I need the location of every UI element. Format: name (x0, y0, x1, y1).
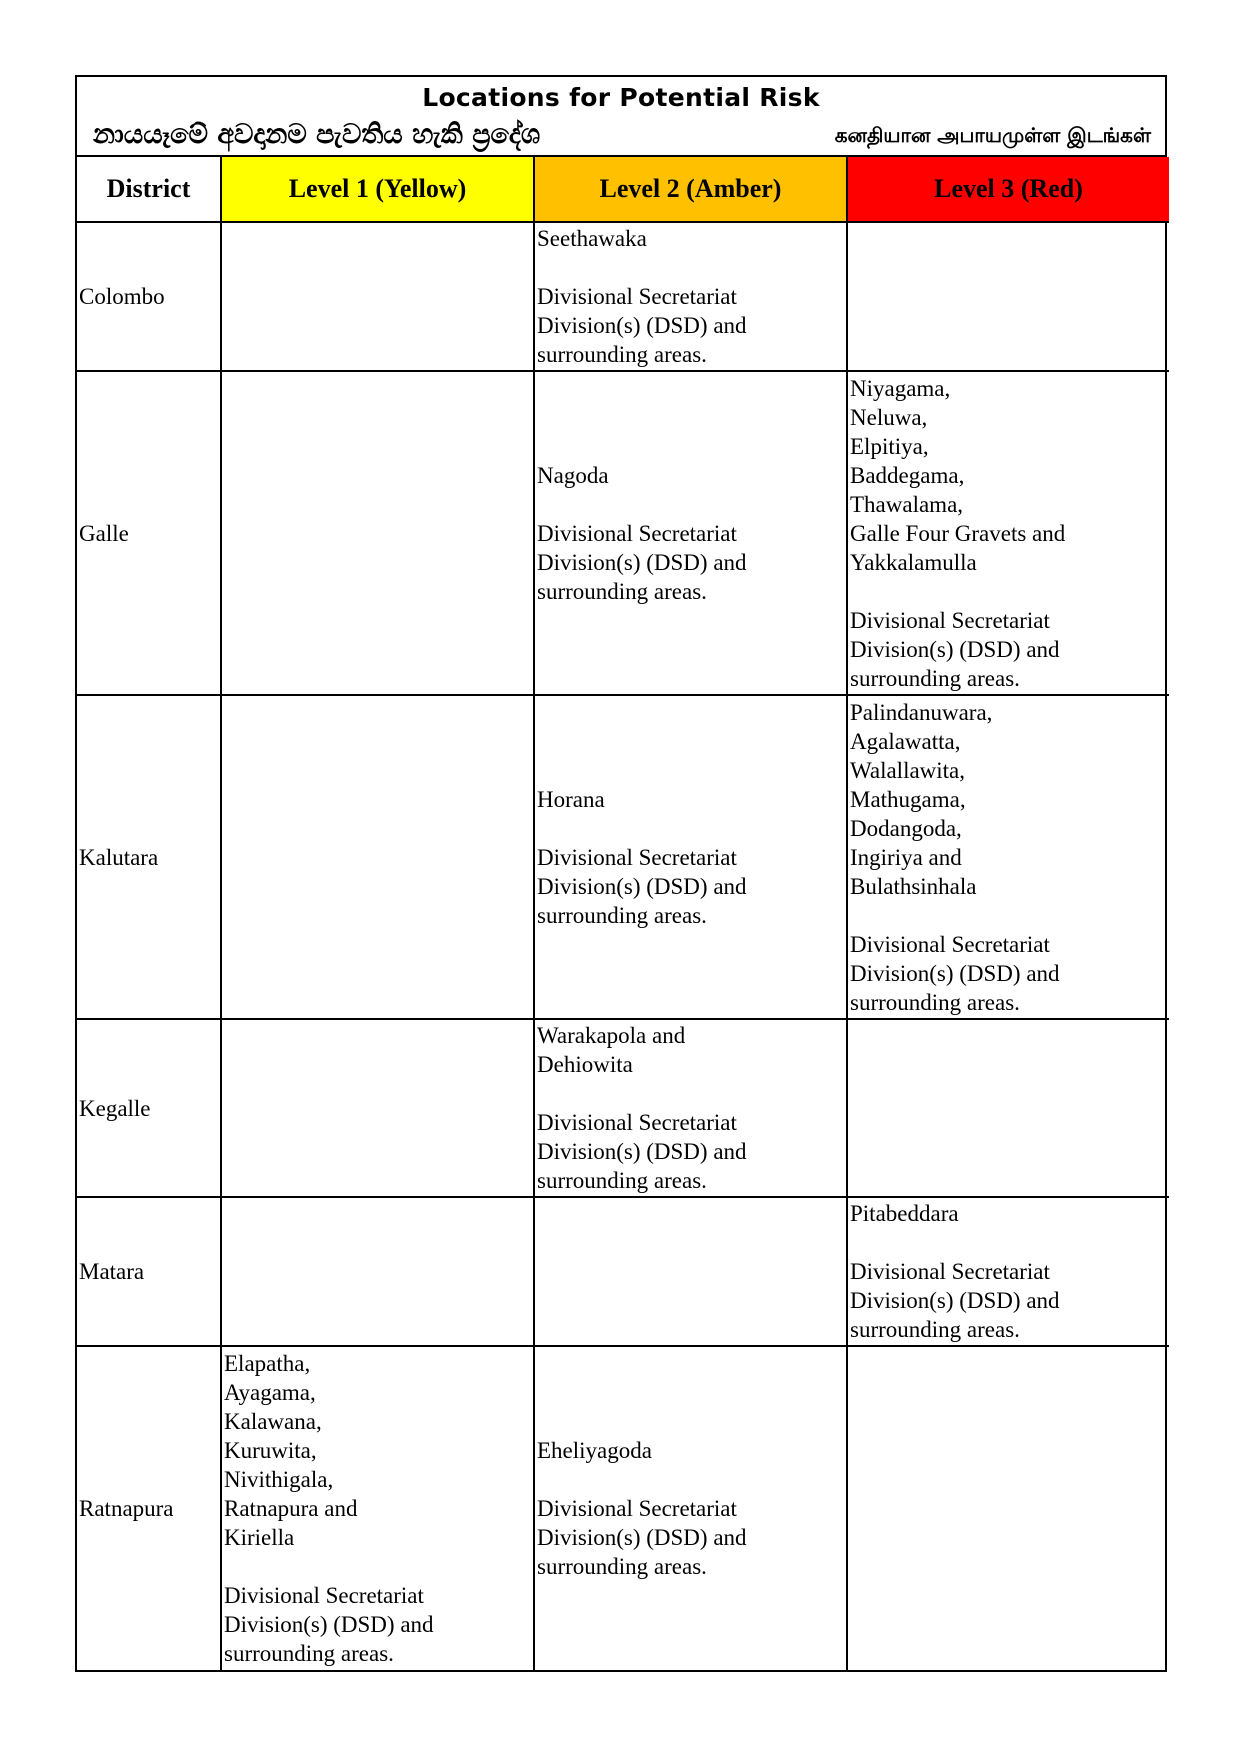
level-1-cell (221, 1019, 534, 1197)
table-row (77, 222, 1169, 371)
table-row (77, 1019, 1169, 1197)
district-cell: Matara (77, 1197, 221, 1346)
district-cell: Ratnapura (77, 1346, 221, 1670)
column-header-level-1: Level 1 (Yellow) (221, 157, 534, 222)
district-cell: Kegalle (77, 1019, 221, 1197)
level-3-cell (847, 1019, 1169, 1197)
level-2-cell: Horana Divisional Secretariat Division(s) (DSD) and surrounding areas. (534, 695, 847, 1019)
district-cell: Galle (77, 371, 221, 695)
level-3-cell: Niyagama, Neluwa, Elpitiya, Baddegama, Thawalama, Galle Four Gravets and Yakkalamulla Divisional Secretariat Division(s) (DSD) and surrounding areas. (847, 371, 1169, 695)
level-1-cell (221, 1197, 534, 1346)
level-2-cell: Seethawaka Divisional Secretariat Division(s) (DSD) and surrounding areas. (534, 222, 847, 371)
column-header-level-3: Level 3 (Red) (847, 157, 1169, 222)
table-row (77, 371, 1169, 695)
level-1-cell: Elapatha, Ayagama, Kalawana, Kuruwita, Nivithigala, Ratnapura and Kiriella Divisional Secretariat Division(s) (DSD) and surrounding areas. (221, 1346, 534, 1670)
title-sinhala: නායයෑමේ අවදානම පැවතිය හැකි ප්‍රදේශ (93, 119, 541, 150)
column-header-district: District (77, 157, 221, 222)
title-tamil: கனதியான அபாயமுள்ள இடங்கள் (834, 123, 1151, 147)
title-english: Locations for Potential Risk (422, 83, 820, 112)
table-row (77, 1197, 1169, 1346)
level-3-cell: Pitabeddara Divisional Secretariat Division(s) (DSD) and surrounding areas. (847, 1197, 1169, 1346)
level-1-cell (221, 371, 534, 695)
column-header-level-2: Level 2 (Amber) (534, 157, 847, 222)
district-cell: Kalutara (77, 695, 221, 1019)
level-2-cell: Warakapola and Dehiowita Divisional Secretariat Division(s) (DSD) and surrounding areas. (534, 1019, 847, 1197)
risk-table (77, 157, 1169, 1670)
risk-locations-sheet (75, 75, 1167, 1672)
table-row (77, 1346, 1169, 1670)
level-1-cell (221, 222, 534, 371)
level-3-cell: Palindanuwara, Agalawatta, Walallawita, Mathugama, Dodangoda, Ingiriya and Bulathsinhala Divisional Secretariat Division(s) (DSD) and surrounding areas. (847, 695, 1169, 1019)
level-2-cell: Eheliyagoda Divisional Secretariat Division(s) (DSD) and surrounding areas. (534, 1346, 847, 1670)
level-2-cell (534, 1197, 847, 1346)
title-block (77, 77, 1165, 157)
district-cell: Colombo (77, 222, 221, 371)
table-header-row (77, 157, 1169, 222)
level-3-cell (847, 1346, 1169, 1670)
level-1-cell (221, 695, 534, 1019)
level-2-cell: Nagoda Divisional Secretariat Division(s) (DSD) and surrounding areas. (534, 371, 847, 695)
level-3-cell (847, 222, 1169, 371)
table-row (77, 695, 1169, 1019)
